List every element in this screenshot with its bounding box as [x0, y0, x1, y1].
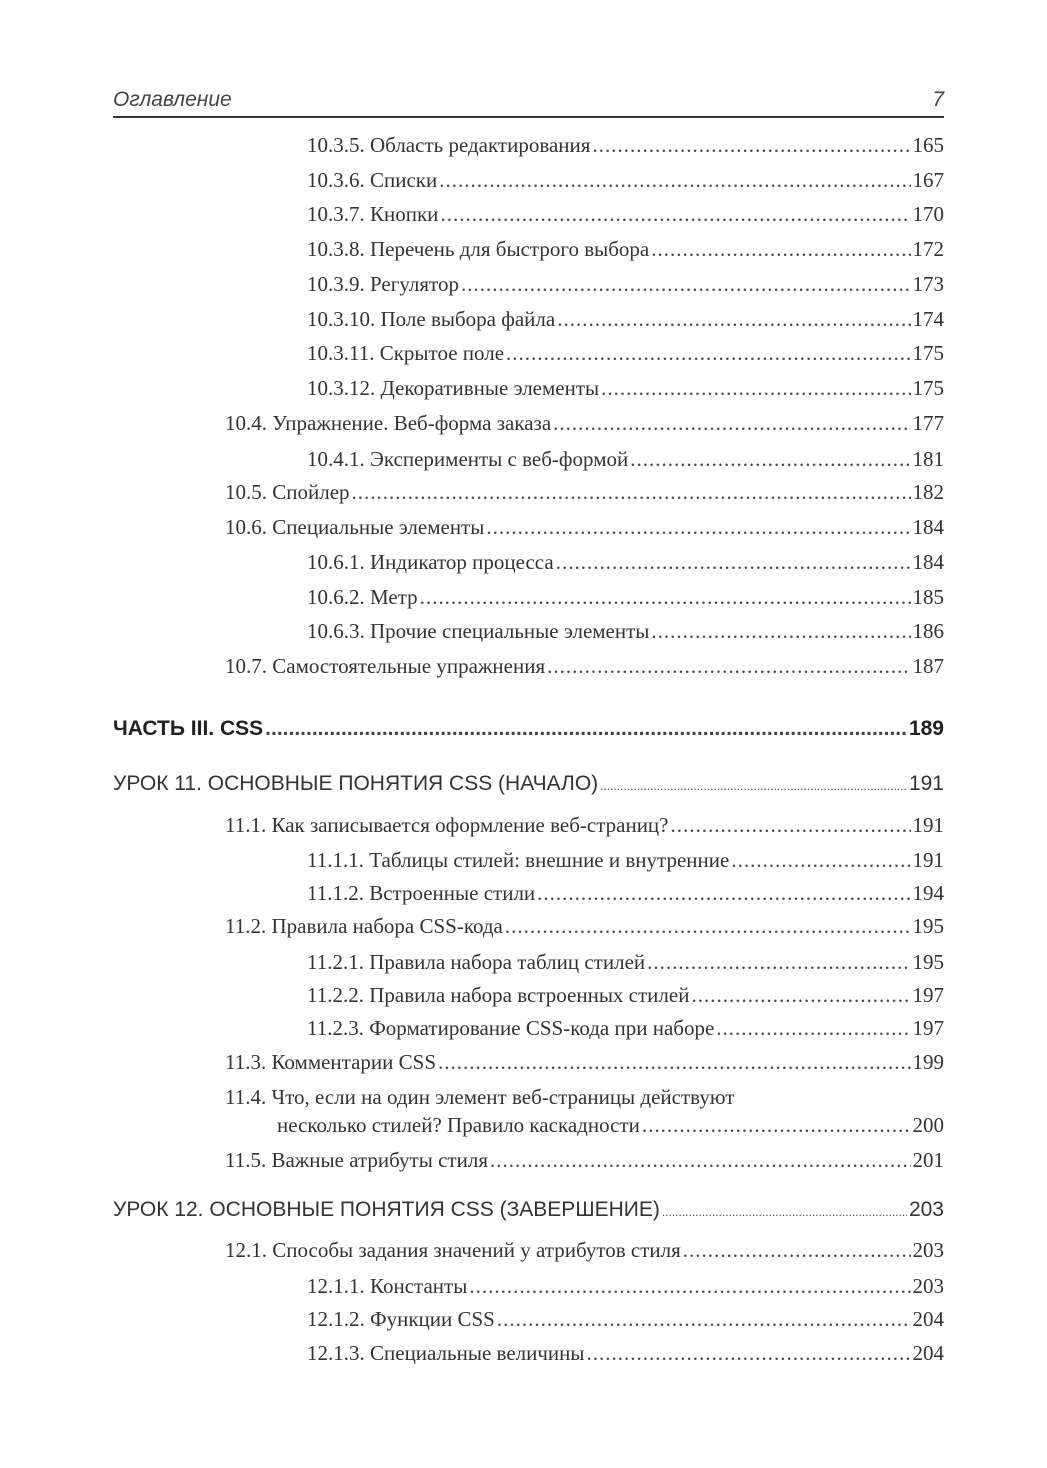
toc-entry[interactable]: [225, 654, 944, 679]
toc-entry[interactable]: [307, 1016, 944, 1041]
dot-leader: [547, 654, 910, 679]
toc-entry[interactable]: [307, 1274, 944, 1299]
toc-entry-page: 203: [912, 1238, 944, 1262]
toc-entry-label: УРОК 12. ОСНОВНЫЕ ПОНЯТИЯ CSS (ЗАВЕРШЕНИЕ): [113, 1198, 660, 1221]
toc-entry-label: 10.4.1. Эксперименты с веб-формой: [307, 447, 629, 471]
dot-leader: [265, 717, 907, 741]
toc-entry-label: 11.2.1. Правила набора таблиц стилей: [307, 950, 646, 974]
toc-entry-page: 199: [912, 1050, 944, 1074]
toc-entry-label: УРОК 11. ОСНОВНЫЕ ПОНЯТИЯ CSS (НАЧАЛО): [113, 772, 599, 795]
toc-lesson-heading[interactable]: [113, 772, 944, 796]
toc-entry[interactable]: [225, 1148, 944, 1173]
toc-entry-page: 203: [908, 1198, 944, 1221]
dot-leader: [716, 1016, 910, 1041]
dot-leader: [662, 1205, 907, 1219]
toc-entry[interactable]: [225, 515, 944, 540]
toc-entry-page: 185: [912, 585, 944, 609]
toc-part-heading[interactable]: [113, 717, 944, 741]
toc-entry-label: 11.3. Комментарии CSS: [225, 1050, 437, 1074]
dot-leader: [537, 881, 910, 906]
toc-entry[interactable]: [307, 237, 944, 262]
dot-leader: [651, 619, 910, 644]
dot-leader: [601, 376, 910, 401]
toc-entry[interactable]: [307, 272, 944, 297]
toc-entry-label: 10.6.3. Прочие специальные элементы: [307, 619, 650, 643]
toc-entry-label-line1[interactable]: 11.4. Что, если на один элемент веб-страницы действуют: [225, 1085, 735, 1109]
toc-entry-page: 191: [912, 848, 944, 872]
toc-entry-page: 173: [912, 272, 944, 296]
toc-entry-label: 11.2. Правила набора CSS-кода: [225, 914, 503, 938]
toc-entry-label: 10.3.6. Списки: [307, 168, 438, 192]
toc-entry-page: 191: [912, 813, 944, 837]
toc-entry-label: 10.3.7. Кнопки: [307, 202, 439, 226]
toc-entry[interactable]: [307, 376, 944, 401]
toc-entry-page: 197: [912, 983, 944, 1007]
toc-lesson-heading[interactable]: [113, 1198, 944, 1222]
dot-leader: [420, 585, 911, 610]
toc-entry-label: 11.1.2. Встроенные стили: [307, 881, 536, 905]
toc-entry-label: 11.1. Как записывается оформление веб-страниц?: [225, 813, 669, 837]
dot-leader: [440, 202, 910, 227]
toc-entry[interactable]: [307, 447, 944, 472]
toc-entry[interactable]: [307, 341, 944, 366]
toc-entry-page: 170: [912, 202, 944, 226]
toc-entry[interactable]: [225, 480, 944, 505]
toc-entry-label: 10.6.1. Индикатор процесса: [307, 550, 554, 574]
toc-entry[interactable]: [307, 1341, 944, 1366]
dot-leader: [731, 848, 910, 873]
dot-leader: [592, 133, 910, 158]
header-page-number: 7: [932, 88, 944, 111]
toc-entry-page: 165: [912, 133, 944, 157]
toc-entry-label: несколько стилей? Правило каскадности: [277, 1113, 640, 1137]
toc-entry-label: 10.3.10. Поле выбора файла: [307, 307, 556, 331]
toc-entry-page: 204: [912, 1307, 944, 1331]
toc-entry-page: 177: [912, 411, 944, 435]
toc-entry-label: 10.5. Спойлер: [225, 480, 350, 504]
dot-leader: [671, 813, 911, 838]
toc-entry-page: 181: [912, 447, 944, 471]
dot-leader: [556, 550, 911, 575]
toc-entry[interactable]: [307, 585, 944, 610]
toc-entry[interactable]: [225, 411, 944, 436]
toc-entry-label: 10.3.8. Перечень для быстрого выбора: [307, 237, 650, 261]
dot-leader: [505, 914, 911, 939]
dot-leader: [469, 1274, 910, 1299]
toc-entry-label: 10.3.5. Область редактирования: [307, 133, 591, 157]
toc-entry-page: 204: [912, 1341, 944, 1365]
toc-entry[interactable]: [307, 983, 944, 1008]
toc-entry[interactable]: [225, 1238, 944, 1263]
toc-entry-page: 167: [912, 168, 944, 192]
toc-entry[interactable]: [225, 914, 944, 939]
toc-entry-page: 203: [912, 1274, 944, 1298]
dot-leader: [497, 1307, 911, 1332]
dot-leader: [630, 447, 910, 472]
dot-leader: [439, 168, 910, 193]
toc-entry[interactable]: [307, 133, 944, 158]
toc-entry[interactable]: [307, 168, 944, 193]
dot-leader: [557, 307, 910, 332]
dot-leader: [461, 272, 911, 297]
dot-leader: [691, 983, 910, 1008]
toc-entry-page: 201: [912, 1148, 944, 1172]
toc-entry-page: 189: [908, 717, 944, 740]
toc-entry-page: 174: [912, 307, 944, 331]
dot-leader: [553, 411, 910, 436]
toc-entry-page: 197: [912, 1016, 944, 1040]
toc-entry-label: 11.2.3. Форматирование CSS-кода при наборе: [307, 1016, 715, 1040]
toc-entry-page: 175: [912, 341, 944, 365]
dot-leader: [642, 1113, 911, 1138]
toc-entry-label: 10.6. Специальные элементы: [225, 515, 485, 539]
dot-leader: [683, 1238, 911, 1263]
toc-entry-page: 195: [912, 950, 944, 974]
toc-entry[interactable]: [307, 1307, 944, 1332]
dot-leader: [600, 779, 907, 793]
dot-leader: [506, 341, 910, 366]
toc-entry[interactable]: [307, 307, 944, 332]
toc-entry-label: 12.1.3. Специальные величины: [307, 1341, 585, 1365]
dot-leader: [352, 480, 911, 505]
toc-entry-page: 184: [912, 515, 944, 539]
toc-entry-page: 182: [912, 480, 944, 504]
dot-leader: [587, 1341, 911, 1366]
dot-leader: [490, 1148, 911, 1173]
toc-entry-page: 175: [912, 376, 944, 400]
toc-entry[interactable]: [307, 202, 944, 227]
toc-entry-page: 187: [912, 654, 944, 678]
toc-entry-page: 200: [912, 1113, 944, 1137]
toc-entry-page: 184: [912, 550, 944, 574]
dot-leader: [651, 237, 910, 262]
toc-entry[interactable]: [225, 813, 944, 838]
toc-entry-label: 10.3.9. Регулятор: [307, 272, 459, 296]
dot-leader: [647, 950, 910, 975]
toc-entry[interactable]: [307, 950, 944, 975]
page-header: [113, 86, 944, 118]
toc-entry[interactable]: [307, 848, 944, 873]
toc-entry[interactable]: [277, 1113, 944, 1138]
toc-entry-page: 172: [912, 237, 944, 261]
toc-entry-label: ЧАСТЬ III. CSS: [113, 717, 264, 740]
toc-entry-label: 12.1.2. Функции CSS: [307, 1307, 495, 1331]
toc-entry-label: 10.6.2. Метр: [307, 585, 418, 609]
dot-leader: [486, 515, 910, 540]
toc-entry-label: 10.7. Самостоятельные упражнения: [225, 654, 546, 678]
toc-entry-page: 191: [908, 772, 944, 795]
toc-entry-page: 186: [912, 619, 944, 643]
toc-entry-page: 195: [912, 914, 944, 938]
toc-entry-label: 11.2.2. Правила набора встроенных стилей: [307, 983, 690, 1007]
toc-entry[interactable]: [225, 1050, 944, 1075]
dot-leader: [438, 1050, 910, 1075]
toc-entry[interactable]: [307, 550, 944, 575]
toc-entry-label: 10.4. Упражнение. Веб-форма заказа: [225, 411, 552, 435]
toc-entry[interactable]: [307, 619, 944, 644]
toc-entry-label: 11.5. Важные атрибуты стиля: [225, 1148, 488, 1172]
toc-entry-label: 10.3.12. Декоративные элементы: [307, 376, 600, 400]
header-title: Оглавление: [113, 88, 232, 111]
toc-entry-label: 10.3.11. Скрытое поле: [307, 341, 505, 365]
toc-entry-label: 12.1. Способы задания значений у атрибутов стиля: [225, 1238, 681, 1262]
toc-entry[interactable]: [307, 881, 944, 906]
toc-entry-label: 11.1.1. Таблицы стилей: внешние и внутренние: [307, 848, 730, 872]
toc-entry-page: 194: [912, 881, 944, 905]
toc-entry-label: 12.1.1. Константы: [307, 1274, 468, 1298]
